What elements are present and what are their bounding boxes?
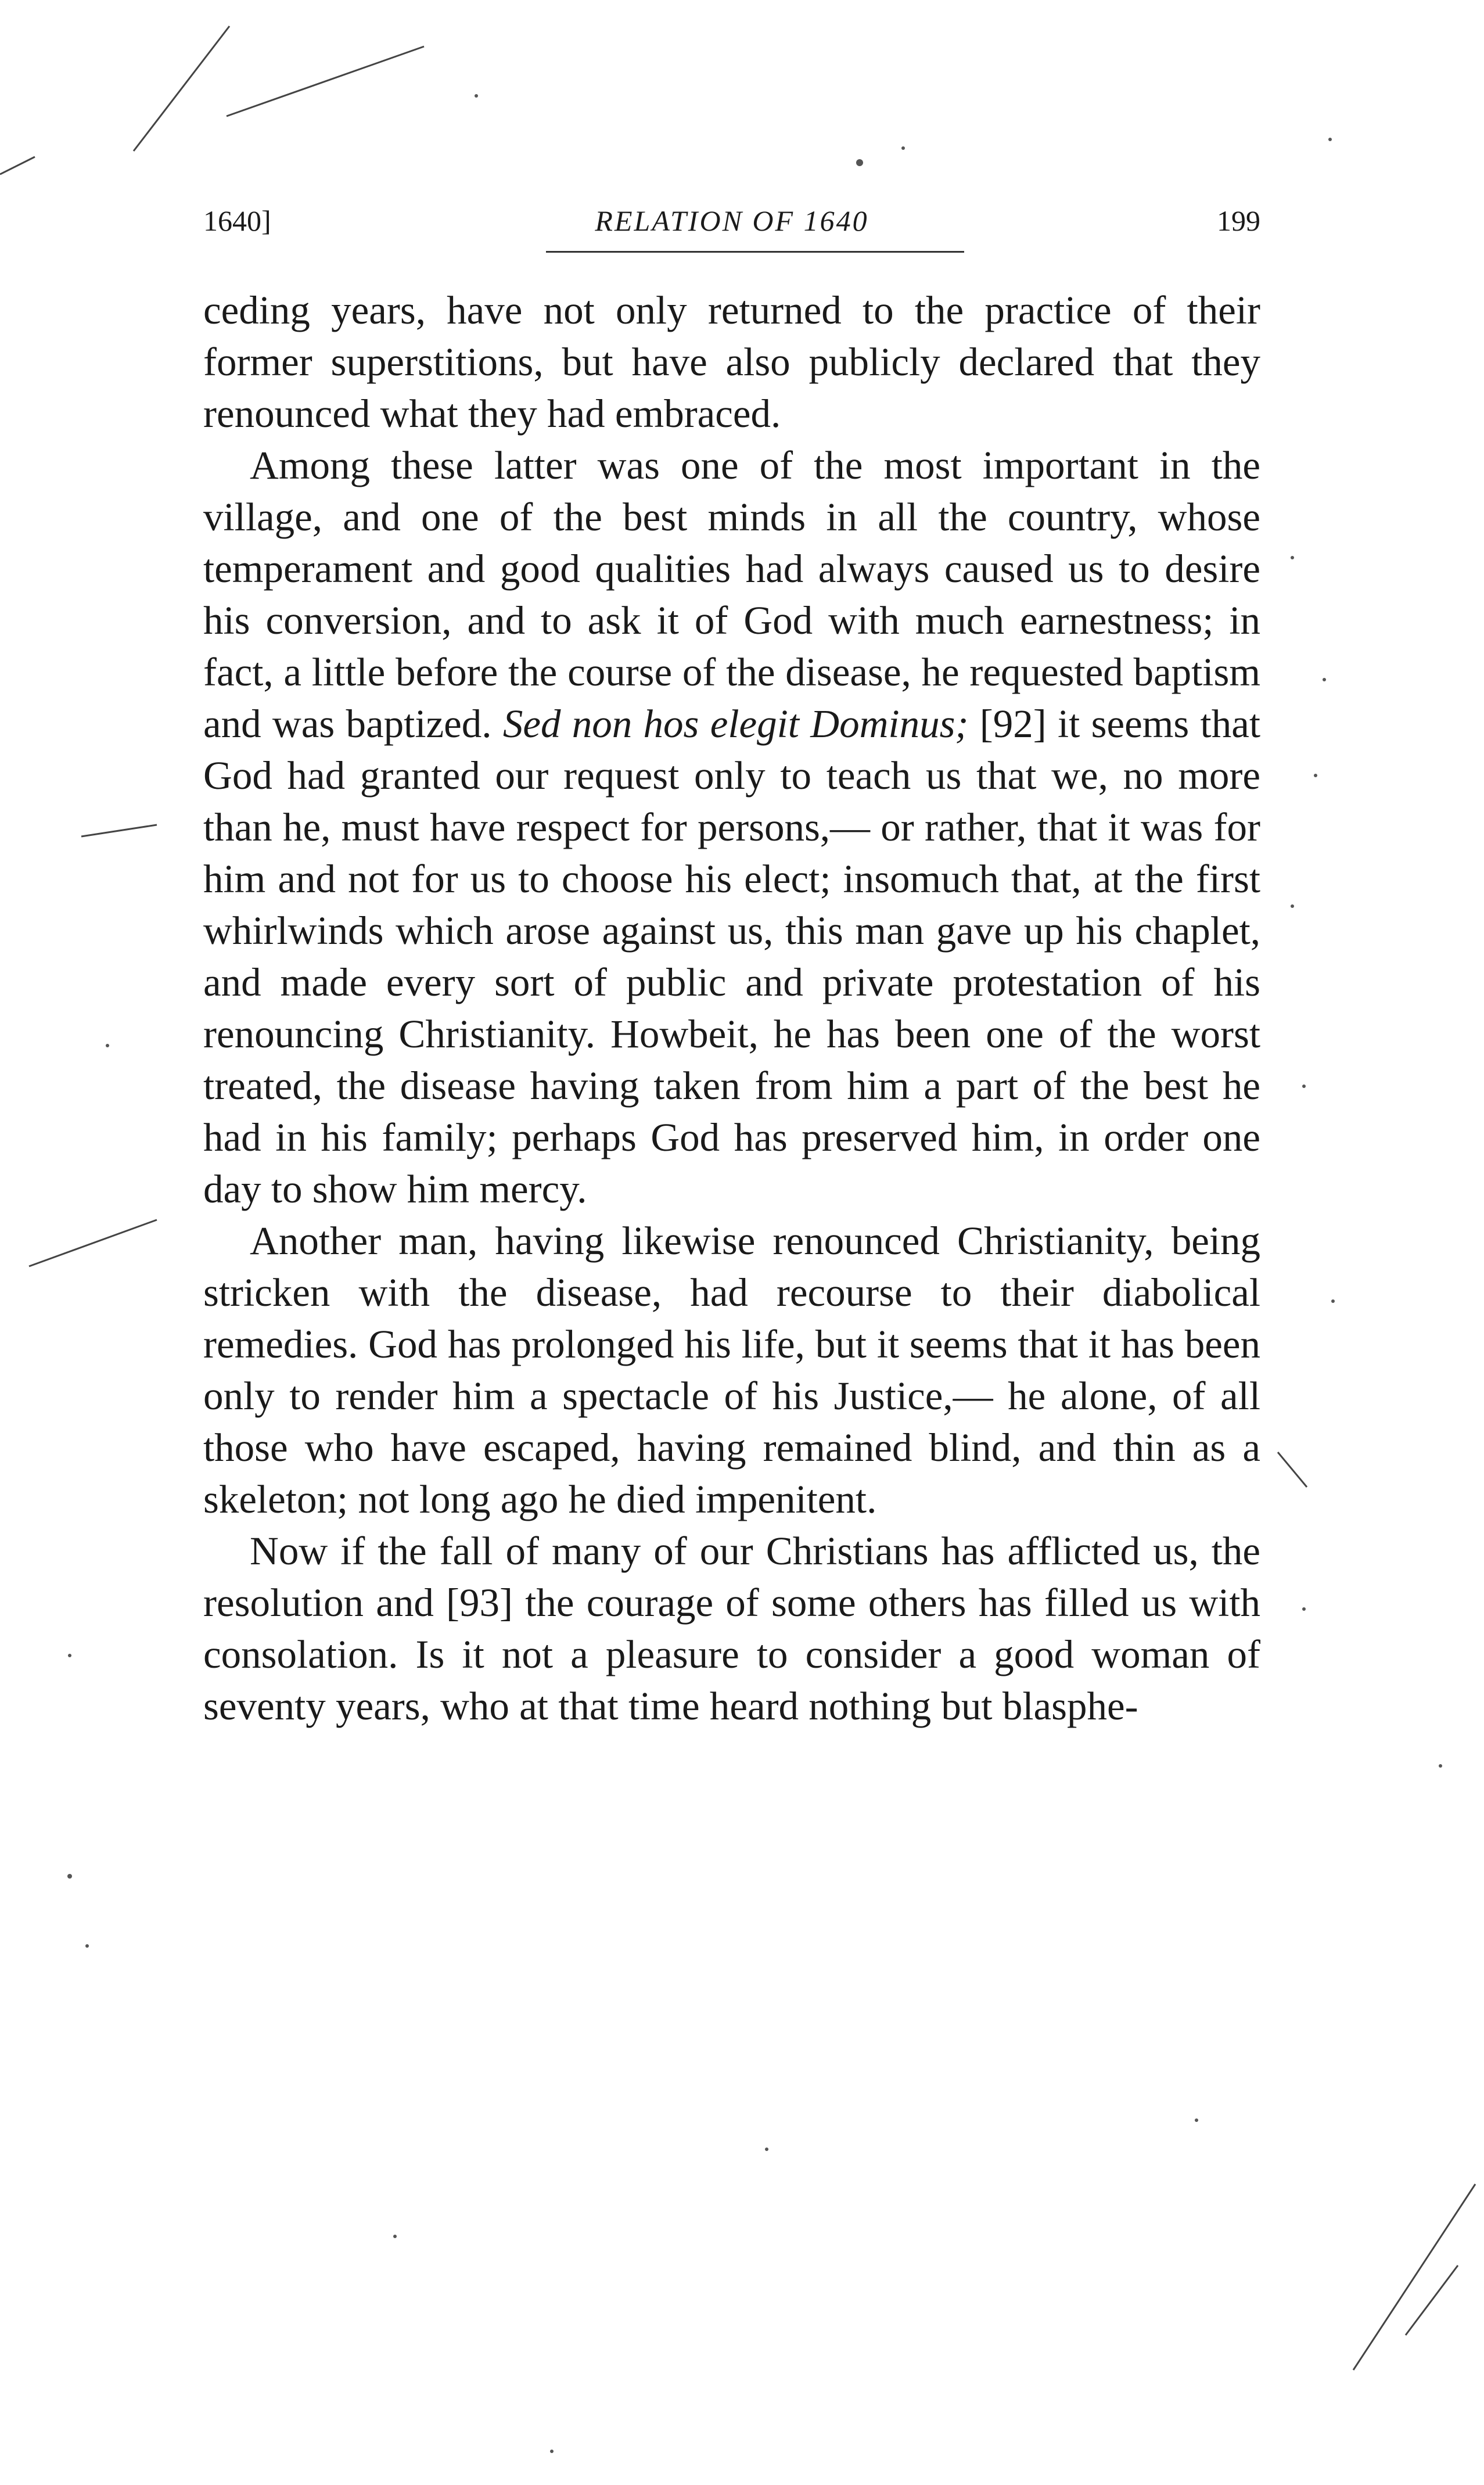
paragraph-4 <box>203 1525 1260 1732</box>
paragraph-4-text: Now if the fall of many of our Christians has afflicted us, the resolution and [93] the courage of some others has filled us with consolation. Is it not a pleasure to consider a good woman of seventy years, who at that time heard nothing but blasphe- <box>203 1529 1260 1728</box>
running-head-year: 1640] <box>203 204 271 237</box>
running-head-rule <box>546 251 964 253</box>
paragraph-1-text: ceding years, have not only returned to the practice of their former superstitions, but have also publicly declared that they renounced what they had embraced. <box>203 288 1260 436</box>
paragraph-3 <box>203 1215 1260 1525</box>
body-text <box>203 285 1260 1732</box>
running-head <box>203 197 1260 244</box>
latin-quotation: Sed non hos elegit Dominus; <box>502 702 969 746</box>
paragraph-2-text-b: [92] it seems that God had granted our request only to teach us that we, no more than he, must have respect for persons,— or rather, that it was for him and not for us to choose his elect; insomuch that, at the first whirlwinds which arose against us, this man gave up his chaplet, and made every sort of public and private protestation of his renouncing Christianity. Howbeit, he has been one of the worst treated, the disease having taken from him a part of the best he had in his family; perhaps God has preserved him, in order one day to show him mercy. <box>203 702 1261 1211</box>
page-number: 199 <box>1217 204 1260 237</box>
paragraph-2-text-a: Among these latter was one of the most important in the village, and one of the best minds in all the country, whose temperament and good qualities had always caused us to desire his conversion, and to ask it of God with much earnestness; in fact, a little before the course of the disease, he requested baptism and was baptized. <box>203 443 1260 746</box>
running-head-title: RELATION OF 1640 <box>595 204 869 237</box>
paragraph-1 <box>203 285 1260 440</box>
paragraph-2 <box>203 440 1260 1215</box>
paragraph-3-text: Another man, having likewise renounced Christianity, being stricken with the disease, had recourse to their diabolical remedies. God has prolonged his life, but it seems that it has been only to render him a spectacle of his Justice,— he alone, of all those who have escaped, having remained blind, and thin as a skeleton; not long ago he died impenitent. <box>203 1219 1260 1521</box>
